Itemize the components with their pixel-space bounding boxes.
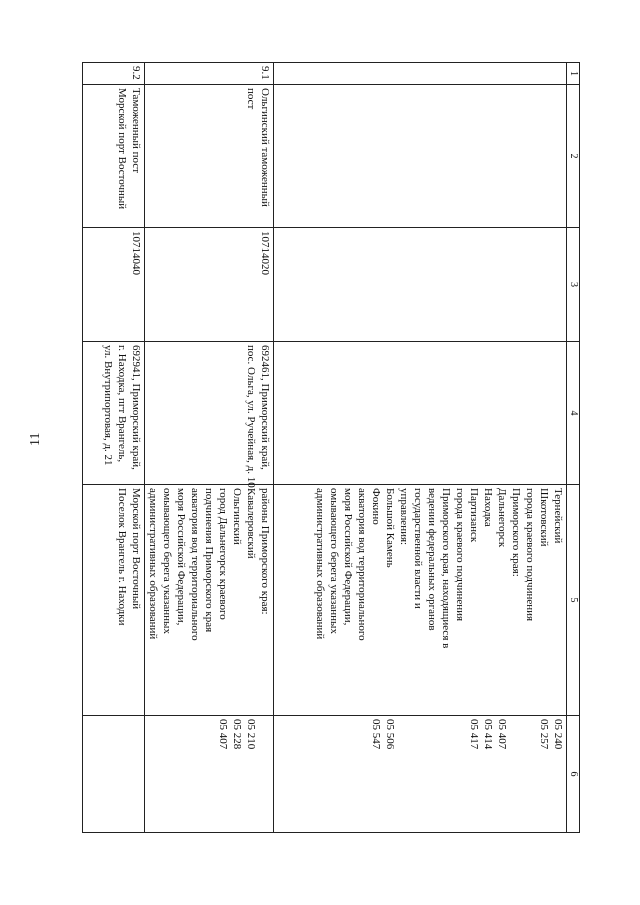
cell-line: Морской порт Восточный bbox=[130, 488, 142, 610]
cell-line: административных образований bbox=[314, 488, 326, 640]
cell-line: подчинения Приморского края bbox=[203, 488, 215, 633]
okato-codes-cell bbox=[83, 716, 145, 833]
cell-line: Шкотовский bbox=[538, 488, 550, 547]
cell-line: 692941, Приморский край, bbox=[130, 345, 142, 470]
cell-line bbox=[411, 719, 425, 829]
cell-line: Находка bbox=[482, 488, 494, 527]
cell-line: Тернейский bbox=[552, 488, 564, 544]
cell-line: государственной власти и bbox=[412, 488, 424, 609]
cell-line: Приморского края: bbox=[510, 488, 522, 577]
cell-line: ведении федеральных органов bbox=[426, 488, 438, 631]
table-row bbox=[145, 63, 274, 833]
cell-line: 05 414 bbox=[482, 719, 494, 750]
cell-line: Таможенный пост bbox=[130, 88, 142, 174]
cell-line: Поселок Врангель г. Находки bbox=[116, 488, 128, 626]
header-cell: 2 bbox=[567, 85, 580, 228]
cell-line: 05 407 bbox=[217, 719, 229, 750]
cell-line: моря Российской Федерации, bbox=[175, 488, 187, 626]
cell-line: Партизанск bbox=[468, 488, 480, 543]
table-row bbox=[83, 63, 145, 833]
cell-line: Приморского края, находящиеся в bbox=[440, 488, 452, 649]
cell-line: моря Российской Федерации, bbox=[342, 488, 354, 626]
okato-codes-cell bbox=[274, 716, 567, 833]
cell-line: Дальнегорск bbox=[496, 488, 508, 548]
cell-line: 05 506 bbox=[384, 719, 396, 750]
cell-line: города краевого подчинения bbox=[524, 488, 536, 622]
post-address bbox=[274, 342, 567, 485]
customs-posts-table bbox=[82, 62, 580, 833]
cell-line: 05 257 bbox=[538, 719, 550, 750]
cell-line: Большой Камень bbox=[384, 488, 396, 568]
cell-line: город Дальнегорск краевого bbox=[217, 488, 229, 620]
post-code: 10714040 bbox=[83, 228, 145, 342]
territory-cell bbox=[145, 485, 274, 716]
cell-line: административных образований bbox=[147, 488, 159, 640]
post-address bbox=[145, 342, 274, 488]
cell-line: 05 547 bbox=[370, 719, 382, 750]
okato-codes-cell bbox=[145, 716, 274, 833]
cell-line: 692461, Приморский край, bbox=[259, 345, 271, 470]
post-name bbox=[274, 85, 567, 228]
cell-line: 05 417 bbox=[468, 719, 480, 750]
cell-line: пост bbox=[245, 88, 257, 110]
cell-line: 05 210 bbox=[245, 719, 257, 750]
post-code: 10714020 bbox=[145, 228, 274, 342]
cell-line bbox=[523, 719, 537, 829]
post-name bbox=[145, 85, 274, 228]
table-row bbox=[274, 63, 567, 833]
row-number: 9.2 bbox=[83, 63, 145, 85]
cell-line: г. Находка, пгт Врангель, bbox=[116, 345, 128, 463]
header-cell: 5 bbox=[567, 485, 580, 716]
cell-line: 05 228 bbox=[231, 719, 243, 750]
territory-cell bbox=[274, 485, 567, 716]
post-name bbox=[83, 85, 145, 228]
cell-line: акватория вод территориального bbox=[189, 488, 201, 641]
cell-line bbox=[425, 719, 439, 829]
cell-line: Ольгинский bbox=[231, 488, 243, 545]
cell-line bbox=[509, 719, 523, 829]
cell-line: омывающего берега указанных bbox=[161, 488, 173, 634]
rotated-table-container bbox=[60, 62, 580, 832]
territory-cell bbox=[83, 485, 145, 716]
cell-line: города краевого подчинения bbox=[454, 488, 466, 622]
row-number: 9.1 bbox=[145, 63, 274, 85]
cell-line: районы Приморского края: bbox=[259, 488, 271, 615]
cell-line bbox=[258, 719, 272, 829]
cell-line: пос. Ольга, ул. Ручейная, д. 10 bbox=[245, 345, 257, 488]
header-cell: 6 bbox=[567, 716, 580, 833]
cell-line: ул. Внутрипортовая, д. 21 bbox=[102, 345, 114, 466]
cell-line bbox=[397, 719, 411, 829]
cell-line bbox=[453, 719, 467, 829]
cell-line: акватория вод территориального bbox=[356, 488, 368, 641]
page-number: 11 bbox=[28, 432, 43, 446]
header-cell: 3 bbox=[567, 228, 580, 342]
header-row bbox=[567, 63, 580, 833]
header-cell: 1 bbox=[567, 63, 580, 85]
cell-line: управления: bbox=[398, 488, 410, 546]
post-address bbox=[83, 342, 145, 485]
cell-line: Фокино bbox=[370, 488, 382, 525]
cell-line: Ольгинский таможенный bbox=[259, 88, 271, 207]
cell-line: омывающего берега указанных bbox=[328, 488, 340, 634]
cell-line: 05 240 bbox=[552, 719, 564, 750]
post-code bbox=[274, 228, 567, 342]
header-cell: 4 bbox=[567, 342, 580, 485]
cell-line bbox=[439, 719, 453, 829]
cell-line: Кавалеровский bbox=[245, 488, 257, 559]
cell-line: Морской порт Восточный bbox=[116, 88, 128, 210]
row-number bbox=[274, 63, 567, 85]
cell-line: 05 407 bbox=[496, 719, 508, 750]
